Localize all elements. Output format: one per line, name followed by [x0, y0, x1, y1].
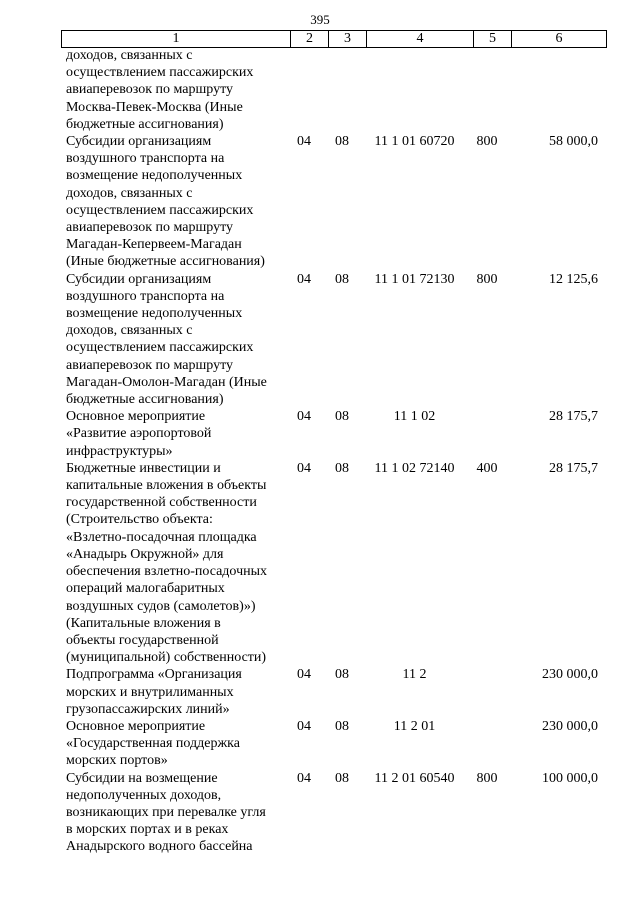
description-line: (муниципальной) собственности) — [66, 650, 267, 666]
description-line: бюджетные ассигнования) — [66, 116, 224, 132]
column-header-5: 5 — [474, 31, 512, 48]
table-row — [61, 770, 606, 856]
row-description — [61, 133, 285, 271]
section-code: 04 — [297, 460, 311, 476]
column-header-1: 1 — [62, 31, 291, 48]
table-row — [61, 133, 606, 271]
table-row — [61, 408, 606, 460]
column-header-table — [61, 30, 607, 48]
row-description — [61, 666, 285, 718]
description-line: грузопассажирских линий» — [66, 701, 230, 717]
description-line: осуществлением пассажирских — [66, 202, 254, 218]
description-line: авиаперевозок по маршруту — [66, 82, 234, 98]
column-header-2: 2 — [291, 31, 329, 48]
section-code: 04 — [297, 271, 311, 287]
target-article-code: 11 1 01 60720 — [374, 134, 455, 150]
description-line: «Государственная поддержка — [66, 736, 240, 752]
subsection-code: 08 — [335, 718, 349, 734]
section-code: 04 — [297, 667, 311, 683]
table-row — [61, 271, 606, 409]
description-line: возмещение недополученных — [66, 168, 243, 184]
subsection-code: 08 — [335, 134, 349, 150]
target-article-code: 11 1 01 72130 — [374, 271, 455, 287]
description-line: доходов, связанных с — [66, 185, 193, 201]
expense-type-code: 400 — [476, 460, 498, 476]
table-row — [61, 47, 606, 133]
amount-value: 58 000,0 — [549, 134, 598, 150]
description-line: (Капитальные вложения в — [66, 615, 221, 631]
description-line: воздушных судов (самолетов)») — [66, 598, 256, 614]
description-line: Магадан-Омолон-Магадан (Иные — [66, 374, 267, 390]
description-line: доходов, связанных с — [66, 323, 193, 339]
amount-value: 28 175,7 — [549, 409, 598, 425]
description-line: недополученных доходов, — [66, 787, 222, 803]
description-line: капитальные вложения в объекты — [66, 478, 267, 494]
section-code: 04 — [297, 718, 311, 734]
description-line: «Развитие аэропортовой — [66, 426, 212, 442]
description-line: Бюджетные инвестиции и — [66, 460, 221, 476]
description-line: в морских портах и в реках — [66, 822, 229, 838]
target-article-code: 11 1 02 72140 — [374, 460, 455, 476]
description-line: авиаперевозок по маршруту — [66, 220, 234, 236]
description-line: осуществлением пассажирских — [66, 65, 254, 81]
table-row — [61, 718, 606, 770]
amount-value: 12 125,6 — [549, 271, 598, 287]
subsection-code: 08 — [335, 460, 349, 476]
description-line: возмещение недополученных — [66, 306, 243, 322]
description-line: возникающих при перевалке угля — [66, 804, 266, 820]
description-line: доходов, связанных с — [66, 48, 193, 63]
description-line: воздушного транспорта на — [66, 288, 225, 304]
description-line: Магадан-Кепервеем-Магадан — [66, 237, 242, 253]
row-description — [61, 460, 285, 666]
row-description — [61, 770, 285, 856]
column-header-row — [62, 31, 607, 48]
column-header-3: 3 — [329, 31, 367, 48]
description-line: морских портов» — [66, 753, 168, 769]
description-line: Субсидии организациям — [66, 271, 212, 287]
target-article-code: 11 2 01 — [393, 718, 436, 734]
description-line: Подпрограмма «Организация — [66, 667, 242, 683]
row-description — [61, 718, 285, 770]
section-code: 04 — [297, 409, 311, 425]
description-line: «Взлетно-посадочная площадка — [66, 529, 257, 545]
expense-type-code: 800 — [476, 770, 498, 786]
description-line: бюджетные ассигнования) — [66, 392, 224, 408]
description-line: Москва-Певек-Москва (Иные — [66, 99, 243, 115]
target-article-code: 11 2 — [402, 667, 427, 683]
subsection-code: 08 — [335, 409, 349, 425]
budget-table-body — [61, 47, 606, 856]
description-line: государственной собственности — [66, 495, 257, 511]
section-code: 04 — [297, 134, 311, 150]
description-line: операций малогабаритных — [66, 581, 225, 597]
amount-value: 230 000,0 — [542, 718, 598, 734]
description-line: Анадырского водного бассейна — [66, 839, 253, 855]
page-number: 395 — [310, 12, 330, 27]
table-row — [61, 666, 606, 718]
expense-type-code: 800 — [476, 271, 498, 287]
description-line: осуществлением пассажирских — [66, 340, 254, 356]
description-line: Основное мероприятие — [66, 718, 206, 734]
target-article-code: 11 2 01 60540 — [374, 770, 455, 786]
description-line: «Анадырь Окружной» для — [66, 546, 224, 562]
row-description — [61, 408, 285, 460]
subsection-code: 08 — [335, 667, 349, 683]
description-line: Субсидии на возмещение — [66, 770, 218, 786]
subsection-code: 08 — [335, 271, 349, 287]
subsection-code: 08 — [335, 770, 349, 786]
expense-type-code: 800 — [476, 134, 498, 150]
amount-value: 28 175,7 — [549, 460, 598, 476]
amount-value: 230 000,0 — [542, 667, 598, 683]
description-line: обеспечения взлетно-посадочных — [66, 564, 268, 580]
target-article-code: 11 1 02 — [393, 409, 436, 425]
description-line: объекты государственной — [66, 632, 219, 648]
description-line: инфраструктуры» — [66, 443, 173, 459]
description-line: воздушного транспорта на — [66, 151, 225, 167]
section-code: 04 — [297, 770, 311, 786]
description-line: авиаперевозок по маршруту — [66, 357, 234, 373]
column-header-4: 4 — [367, 31, 474, 48]
amount-value: 100 000,0 — [542, 770, 598, 786]
description-line: Субсидии организациям — [66, 134, 212, 150]
description-line: (Строительство объекта: — [66, 512, 213, 528]
table-row — [61, 460, 606, 666]
column-header-6: 6 — [512, 31, 607, 48]
row-description — [61, 271, 285, 409]
description-line: Основное мероприятие — [66, 409, 206, 425]
row-description — [61, 47, 285, 133]
description-line: (Иные бюджетные ассигнования) — [66, 254, 265, 270]
description-line: морских и внутрилиманных — [66, 684, 234, 700]
